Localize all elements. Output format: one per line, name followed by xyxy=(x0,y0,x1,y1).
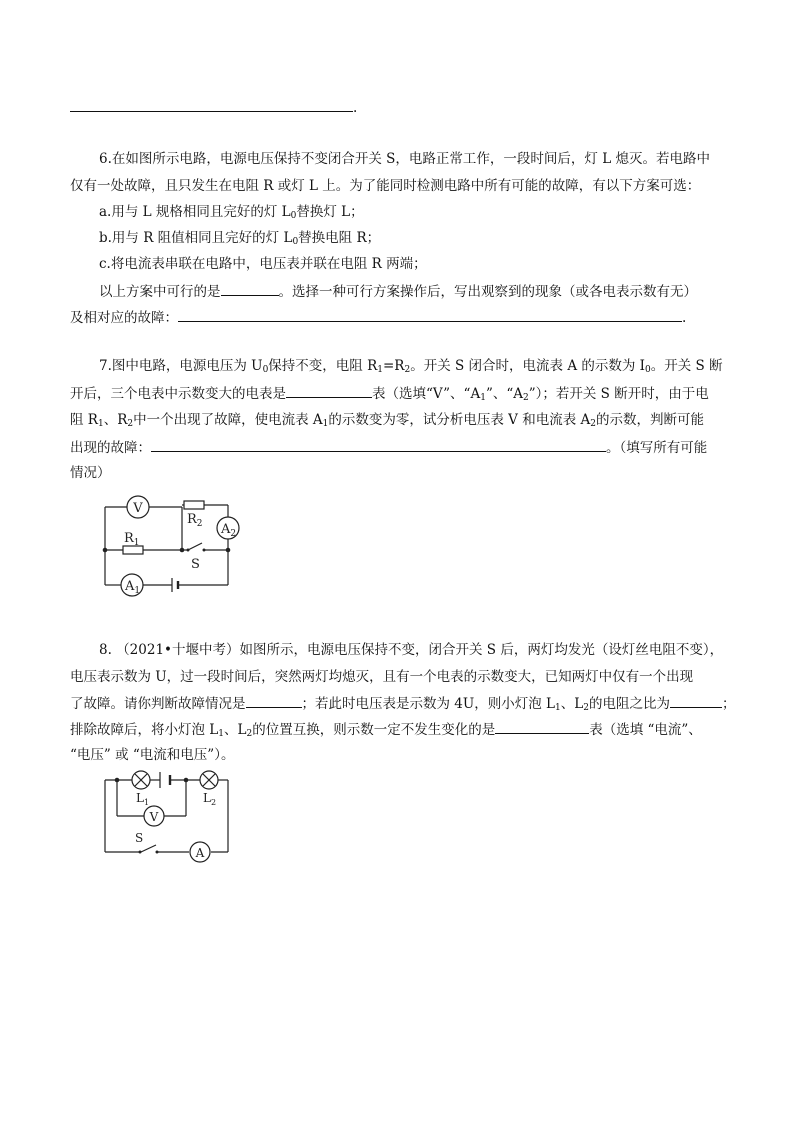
q6-line-1: 6.在如图所示电路，电源电压保持不变闭合开关 S，电路正常工作，一段时间后，灯 L 熄灭。若电路中 xyxy=(99,151,710,167)
q8-line-2: 电压表示数为 U，过一段时间后，突然两灯均熄灭，且有一个电表的示数变大，已知两灯中仅有一个出现 xyxy=(70,669,694,685)
q6-option-c: c.将电流表串联在电路中，电压表并联在电阻 R 两端； xyxy=(99,256,427,272)
voltmeter-label: V xyxy=(149,810,159,824)
q7-line-2: 开后，三个电表中示数变大的电表是 表（选填“V”、“$A_1$”、“$A_2$”）；若开关 S 断开时，由于电 xyxy=(70,383,709,404)
voltmeter-label: V xyxy=(133,501,143,516)
switch-label: S xyxy=(135,831,144,845)
r2-label: $R_2$ xyxy=(187,512,203,529)
q8-line-4: 排除故障后，将小灯泡 $L_1$、$L_2$的位置互换，则示数一定不发生变化的是 表（选填 “电流”、 xyxy=(70,719,702,740)
answer-blank xyxy=(178,307,682,322)
q7-line-1: 7.图中电路，电源电压为 $U_0$保持不变，电阻 $R_1=R_2$。开关 S 闭合时，电流表 A 的示数为 $I_0$。开关 S 断 xyxy=(99,358,723,375)
answer-blank xyxy=(221,281,279,296)
a2-label: $A_2$ xyxy=(221,522,237,539)
q7-line-5: 情况） xyxy=(70,465,111,481)
q6-option-a: a.用与 L 规格相同且完好的灯 $L_0$替换灯 L； xyxy=(99,204,364,221)
q8-line-1: 8. （2021•十堰中考）如图所示，电源电压保持不变，闭合开关 S 后，两灯均发光（设灯丝电阻不变）， xyxy=(99,642,724,658)
answer-blank xyxy=(495,719,589,734)
top-answer-line: . xyxy=(70,97,357,118)
ammeter-label: A xyxy=(195,846,205,860)
q6-line-7: 及相对应的故障： . xyxy=(70,307,686,328)
q6-option-b: b.用与 R 阻值相同且完好的灯 $L_0$替换电阻 R； xyxy=(99,230,381,247)
q8-line-3: 了故障。请你判断故障情况是 ；若此时电压表是示数为 4U，则小灯泡 $L_1$、$L_2$的电阻之比为 ； xyxy=(70,693,735,714)
answer-blank xyxy=(246,693,302,708)
q7-line-4: 出现的故障： 。（填写所有可能 xyxy=(70,437,707,458)
q6-line-6: 以上方案中可行的是 。选择一种可行方案操作后，写出观察到的现象（或各电表示数有无） xyxy=(99,281,697,302)
lamp-l1-label: $L_1$ xyxy=(136,791,150,807)
q7-line-3: 阻 $R_1$、$R_2$中一个出现了故障，使电流表 $A_1$的示数变为零，试分析电压表 V 和电流表 $A_2$的示数，判断可能 xyxy=(70,412,704,429)
a1-label: $A_1$ xyxy=(125,579,141,596)
answer-blank xyxy=(70,97,353,112)
answer-blank xyxy=(670,693,722,708)
answer-blank xyxy=(151,437,606,452)
q6-line-2: 仅有一处故障，且只发生在电阻 R 或灯 L 上。为了能同时检测电路中所有可能的故障，有以下方案可选： xyxy=(70,178,701,194)
r1-label: $R_1$ xyxy=(124,531,140,548)
switch-label: S xyxy=(191,557,200,572)
lamp-l2-label: $L_2$ xyxy=(203,791,217,807)
q8-line-5: “电压” 或 “电流和电压”）。 xyxy=(70,747,235,763)
answer-blank xyxy=(286,383,372,398)
